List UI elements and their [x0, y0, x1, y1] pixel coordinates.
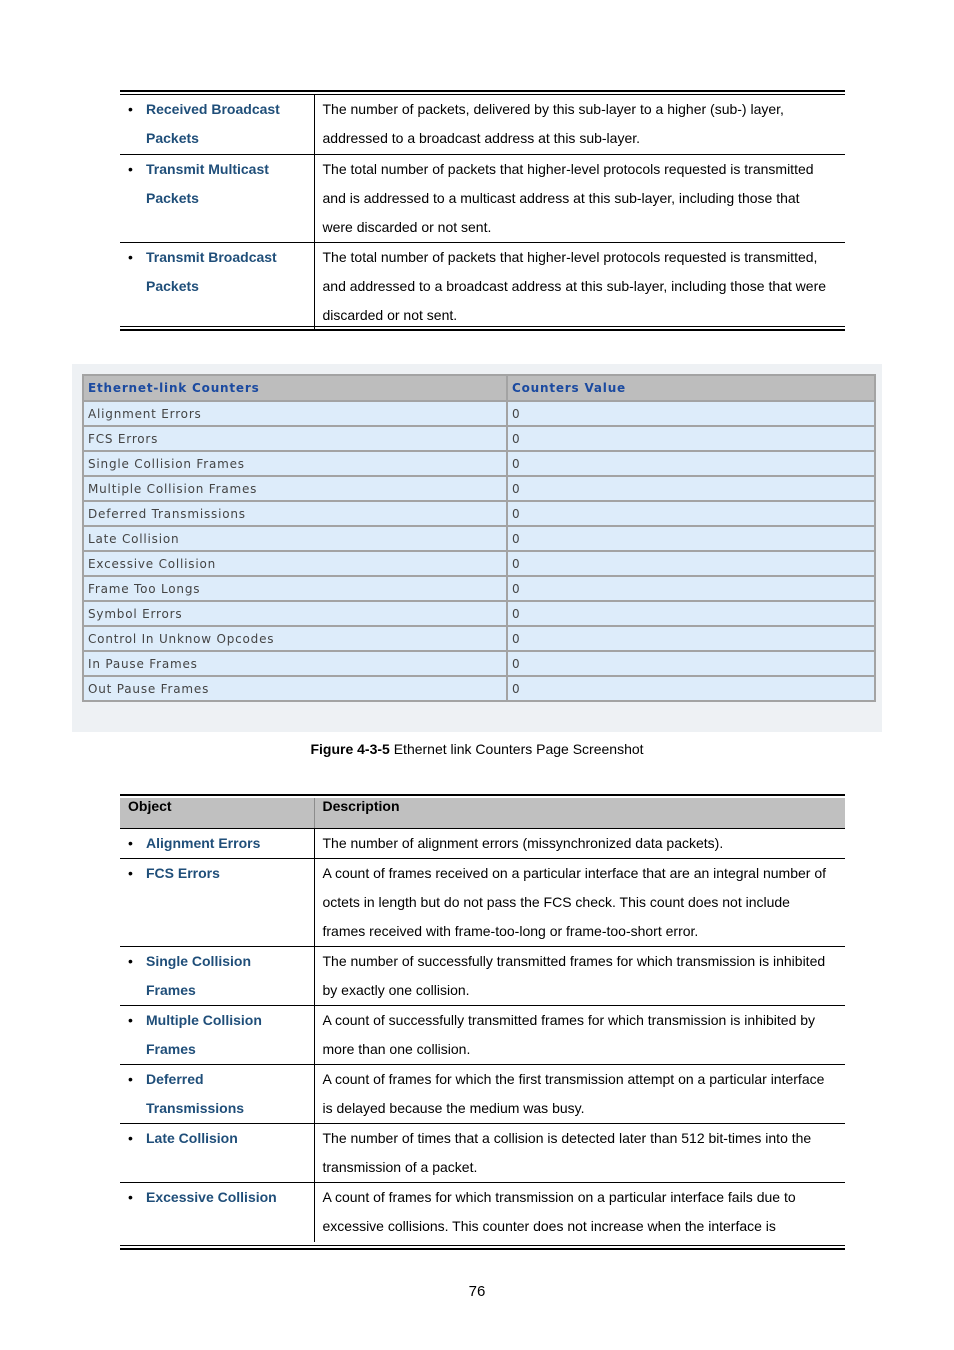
description-cell [314, 829, 845, 859]
counter-name: In Pause Frames [83, 651, 507, 676]
bullet-icon: • [128, 160, 133, 177]
description-line: discarded or not sent. [322, 306, 458, 323]
description-cell [314, 242, 845, 330]
description-line: A count of frames received on a particular interface that are an integral number of [322, 865, 827, 881]
object-name-line: Excessive Collision [146, 1189, 277, 1205]
counter-row [83, 601, 875, 626]
bottom-description-table [120, 798, 845, 1242]
counter-name: Frame Too Longs [83, 576, 507, 601]
object-name [146, 1006, 306, 1064]
table-row [120, 242, 845, 330]
figure-label: Figure 4-3-5 [310, 741, 390, 757]
counter-value: 0 [507, 576, 875, 601]
counter-value: 0 [507, 626, 875, 651]
table-row [120, 1006, 845, 1065]
counter-value: 0 [507, 651, 875, 676]
description-line: The number of times that a collision is detected later than 512 bit-times into the [322, 1130, 812, 1146]
counter-row [83, 451, 875, 476]
description-cell [314, 1183, 845, 1242]
bullet-icon: • [128, 101, 133, 117]
object-name-line: Deferred [146, 1071, 204, 1087]
description-line: addressed to a broadcast address at this sub-layer. [322, 130, 641, 146]
table-row [120, 154, 845, 242]
description-cell [314, 1124, 845, 1183]
counter-row [83, 476, 875, 501]
counter-value: 0 [507, 526, 875, 551]
description-line: A count of frames for which transmission on a particular interface fails due to [322, 1189, 796, 1205]
object-name [146, 829, 306, 858]
bullet-icon: • [128, 865, 133, 881]
object-cell [120, 154, 314, 242]
object-cell [120, 947, 314, 1006]
counter-row [83, 626, 875, 651]
description-line: more than one collision. [322, 1041, 471, 1057]
object-name [146, 155, 306, 213]
counters-header-value: Counters Value [507, 375, 875, 401]
figure-caption-text: Ethernet link Counters Page Screenshot [389, 741, 644, 757]
object-name-line: Late Collision [146, 1130, 238, 1146]
description-line: The number of packets, delivered by this sub-layer to a higher (sub-) layer, [322, 101, 784, 117]
counter-name: Late Collision [83, 526, 507, 551]
counters-header-row [83, 375, 875, 401]
table-row [120, 947, 845, 1006]
top-description-table [120, 95, 845, 330]
counter-name: Excessive Collision [83, 551, 507, 576]
object-cell [120, 1183, 314, 1242]
object-cell [120, 859, 314, 947]
object-name-line: Packets [146, 277, 199, 294]
description-cell [314, 859, 845, 947]
description-line: excessive collisions. This counter does not increase when the interface is [322, 1218, 776, 1234]
counter-row [83, 576, 875, 601]
description-line: and addressed to a broadcast address at this sub-layer, including those that were [322, 277, 827, 294]
figure-caption [0, 741, 954, 757]
bullet-icon: • [128, 1012, 133, 1028]
bullet-icon: • [128, 1130, 133, 1146]
description-line: The total number of packets that higher-level protocols requested is transmitted, [322, 248, 818, 265]
description-line: The total number of packets that higher-level protocols requested is transmitted [322, 160, 814, 177]
bottom-table-header-row [120, 798, 845, 829]
table-row [120, 859, 845, 947]
description-line: The number of alignment errors (missynchronized data packets). [322, 835, 724, 851]
object-column-header: Object [120, 798, 314, 829]
counters-header-name: Ethernet-link Counters [83, 375, 507, 401]
object-cell [120, 1124, 314, 1183]
counter-name: Single Collision Frames [83, 451, 507, 476]
counter-name: Symbol Errors [83, 601, 507, 626]
description-line: A count of frames for which the first transmission attempt on a particular interface [322, 1071, 825, 1087]
counter-row [83, 426, 875, 451]
counter-name: Control In Unknow Opcodes [83, 626, 507, 651]
description-line: is delayed because the medium was busy. [322, 1100, 585, 1116]
object-name-line: Frames [146, 1041, 196, 1057]
counter-name: Multiple Collision Frames [83, 476, 507, 501]
bullet-icon: • [128, 1071, 133, 1087]
counter-row [83, 526, 875, 551]
description-cell [314, 1006, 845, 1065]
counters-screenshot [72, 364, 882, 732]
bullet-icon: • [128, 953, 133, 969]
object-name-line: Packets [146, 130, 199, 146]
description-column-header: Description [314, 798, 845, 829]
object-name-line: Multiple Collision [146, 1012, 262, 1028]
object-name-line: Received Broadcast [146, 101, 280, 117]
counter-name: Out Pause Frames [83, 676, 507, 701]
object-cell [120, 242, 314, 330]
table-row [120, 95, 845, 154]
top-table-bottom-rule [120, 326, 845, 331]
counter-name: FCS Errors [83, 426, 507, 451]
description-line: and is addressed to a multicast address at this sub-layer, including those that [322, 189, 800, 206]
description-line: frames received with frame-too-long or frame-too-short error. [322, 923, 699, 939]
object-name-line: Frames [146, 982, 196, 998]
object-name-line: Transmissions [146, 1100, 245, 1116]
bottom-table-bottom-rule [120, 1245, 845, 1250]
description-line: The number of successfully transmitted frames for which transmission is inhibited [322, 953, 826, 969]
counter-value: 0 [507, 401, 875, 426]
object-name [146, 95, 306, 153]
description-line: by exactly one collision. [322, 982, 470, 998]
counter-row [83, 501, 875, 526]
table-row [120, 829, 845, 859]
counter-value: 0 [507, 676, 875, 701]
page-number: 76 [468, 1283, 486, 1300]
table-row [120, 1065, 845, 1124]
object-name-line: Transmit Multicast [146, 160, 269, 177]
counter-value: 0 [507, 476, 875, 501]
description-cell [314, 154, 845, 242]
description-cell [314, 1065, 845, 1124]
bullet-icon: • [128, 248, 133, 265]
counter-value: 0 [507, 501, 875, 526]
counter-row [83, 401, 875, 426]
bullet-icon: • [128, 1189, 133, 1205]
description-cell [314, 947, 845, 1006]
counter-value: 0 [507, 426, 875, 451]
object-name [146, 859, 306, 888]
ethernet-link-counters-table [82, 374, 876, 702]
object-name-line: FCS Errors [146, 865, 220, 881]
object-name [146, 1124, 306, 1153]
counter-name: Alignment Errors [83, 401, 507, 426]
object-name [146, 1065, 306, 1123]
table-row [120, 1124, 845, 1183]
counter-value: 0 [507, 551, 875, 576]
counter-value: 0 [507, 601, 875, 626]
description-line: were discarded or not sent. [322, 218, 492, 235]
bullet-icon: • [128, 835, 133, 851]
counter-value: 0 [507, 451, 875, 476]
counter-row [83, 651, 875, 676]
description-cell [314, 95, 845, 154]
object-cell [120, 1065, 314, 1124]
object-name [146, 243, 306, 301]
object-name-line: Packets [146, 189, 199, 206]
object-cell [120, 95, 314, 154]
object-name [146, 1183, 306, 1212]
counter-row [83, 551, 875, 576]
description-line: transmission of a packet. [322, 1159, 478, 1175]
object-name-line: Alignment Errors [146, 835, 261, 851]
table-row [120, 1183, 845, 1242]
object-cell [120, 1006, 314, 1065]
description-line: A count of successfully transmitted frames for which transmission is inhibited by [322, 1012, 816, 1028]
object-name-line: Transmit Broadcast [146, 248, 277, 265]
counter-row [83, 676, 875, 701]
description-line: octets in length but do not pass the FCS check. This count does not include [322, 894, 790, 910]
object-name-line: Single Collision [146, 953, 252, 969]
object-name [146, 947, 306, 1005]
counter-name: Deferred Transmissions [83, 501, 507, 526]
object-cell [120, 829, 314, 859]
